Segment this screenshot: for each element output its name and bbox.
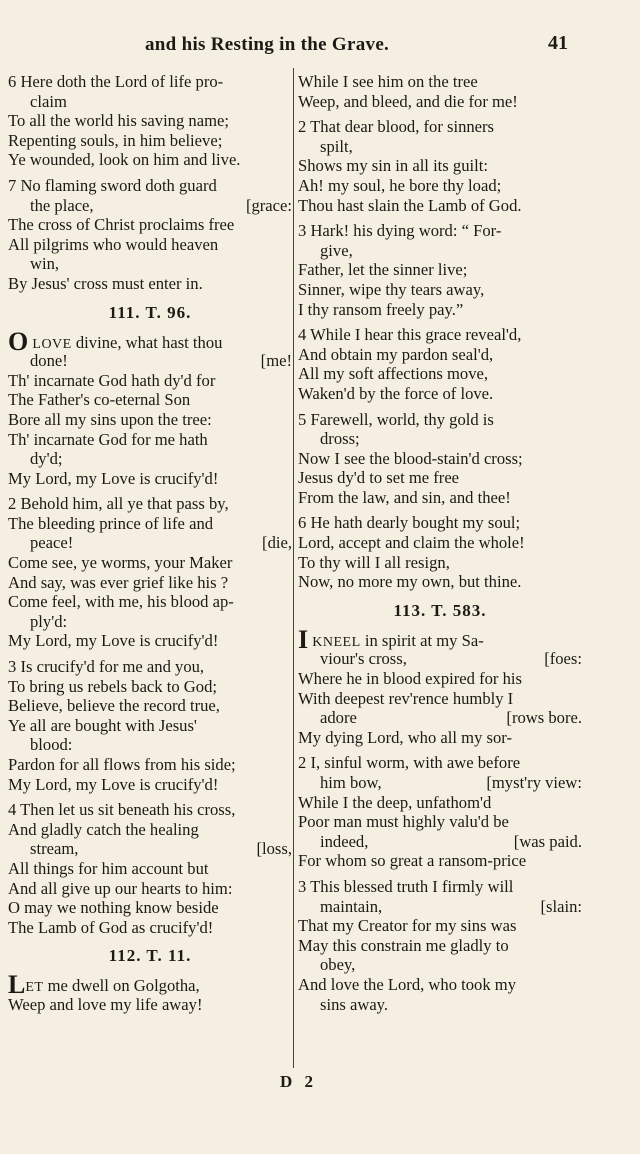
verse-line: Believe, believe the record true, xyxy=(8,696,220,716)
verse-line: To all the world his saving name; xyxy=(8,111,229,131)
verse-line-carry: [loss, xyxy=(256,839,292,859)
verse-line: 3 This blessed truth I firmly will xyxy=(298,876,514,896)
verse-line xyxy=(8,326,292,356)
verse-line: My dying Lord, who all my sor- xyxy=(298,727,512,747)
verse-line: 7 No flaming sword doth guard xyxy=(8,175,217,195)
verse-6 xyxy=(8,72,292,170)
small-caps-word: KNEEL xyxy=(312,634,361,650)
verse-line-text: him bow, xyxy=(320,773,382,792)
verse-line xyxy=(8,839,292,859)
verse-line: Thou hast slain the Lamb of God. xyxy=(298,195,522,215)
verse-line: All things for him account but xyxy=(8,858,209,878)
verse-line: While I the deep, unfathom'd xyxy=(298,792,492,812)
verse-line: Bore all my sins upon the tree: xyxy=(8,409,212,429)
verse-line: Jesus dy'd to set me free xyxy=(298,468,460,488)
verse-line-carry: [foes: xyxy=(544,649,582,669)
verse-line: Weep and love my life away! xyxy=(8,994,203,1014)
verse-line: 6 He hath dearly bought my soul; xyxy=(298,513,521,533)
verse-7 xyxy=(8,176,292,294)
verse-line-text: indeed, xyxy=(320,831,369,851)
verse-line-text: peace! xyxy=(30,533,74,553)
verse-line-carry: [myst'ry view: xyxy=(486,773,582,792)
verse-line: Repenting souls, in him believe; xyxy=(8,130,223,150)
verse-line: 4 Then let us sit beneath his cross, xyxy=(8,800,236,820)
verse-line xyxy=(8,196,292,216)
verse-line-text: the place, xyxy=(30,195,94,215)
hymn-112-verse-1 xyxy=(8,970,292,1014)
verse-line: From the law, and sin, and thee! xyxy=(298,487,511,507)
verse-line xyxy=(8,533,292,553)
verse-line: That my Creator for my sins was xyxy=(298,916,517,936)
verse-line-carry: [me! xyxy=(260,351,292,371)
verse-line xyxy=(298,773,582,793)
verse-line: claim xyxy=(30,91,67,111)
verse-line: To thy will I all resign, xyxy=(298,552,450,572)
verse-line: Now I see the blood-stain'd cross; xyxy=(298,448,523,468)
verse-line: Now, no more my own, but thine. xyxy=(298,572,522,592)
verse-line: Shows my sin in all its guilt: xyxy=(298,156,488,176)
verse-line-text: divine, what hast thou xyxy=(75,332,223,352)
hymn-111-verse-1 xyxy=(8,326,292,489)
verse-line-text: stream, xyxy=(30,839,79,859)
verse-line: 6 Here doth the Lord of life pro- xyxy=(8,72,224,91)
hymn-111-verse-3 xyxy=(8,657,292,794)
verse-line: Come feel, with me, his blood ap- xyxy=(8,592,234,612)
verse-line-text: me dwell on Golgotha, xyxy=(47,976,200,996)
verse-line-text: adore xyxy=(320,708,357,728)
verse-line: While I see him on the tree xyxy=(298,72,478,91)
verse-line: 2 That dear blood, for sinners xyxy=(298,117,495,137)
verse-line: Weep, and bleed, and die for me! xyxy=(298,91,518,111)
hymn-111-heading: 111. T. 96. xyxy=(108,302,192,322)
verse-line: Poor man must highly valu'd be xyxy=(298,812,509,832)
verse-line-text: maintain, xyxy=(320,896,383,916)
verse-line xyxy=(298,649,582,669)
right-column xyxy=(298,72,582,1014)
small-caps-word: ET xyxy=(25,980,44,996)
drop-cap: L xyxy=(8,970,26,1000)
verse-line: Pardon for all flows from his side; xyxy=(8,755,236,774)
verse-line-text: viour's cross, xyxy=(320,649,407,669)
hymn-112-verse-1-cont xyxy=(298,72,582,111)
verse-line-carry: [rows bore. xyxy=(506,708,582,728)
small-caps-word: LOVE xyxy=(32,336,72,352)
verse-line: My Lord, my Love is crucify'd! xyxy=(8,468,219,488)
hymn-112-verse-4 xyxy=(298,325,582,403)
verse-line: Ye all are bought with Jesus' xyxy=(8,715,197,735)
hymn-112-verse-2 xyxy=(298,117,582,215)
verse-line: The Father's co-eternal Son xyxy=(8,390,191,410)
running-title: and his Resting in the Grave. xyxy=(145,34,390,55)
verse-line: Waken'd by the force of love. xyxy=(298,383,494,403)
hymn-111-verse-2 xyxy=(8,494,292,651)
verse-line-text: in spirit at my Sa- xyxy=(364,630,484,650)
verse-line: win, xyxy=(30,254,60,274)
verse-line: ply'd: xyxy=(30,611,68,631)
verse-line: All my soft affections move, xyxy=(298,364,489,384)
verse-line: Come see, ye worms, your Maker xyxy=(8,553,233,573)
verse-line: And love the Lord, who took my xyxy=(298,974,516,994)
drop-cap: O xyxy=(8,326,29,356)
verse-line: 2 Behold him, all ye that pass by, xyxy=(8,494,229,514)
verse-line: O may we nothing know beside xyxy=(8,898,219,918)
verse-line: Lord, accept and claim the whole! xyxy=(298,533,525,553)
verse-line: All pilgrims who would heaven xyxy=(8,234,219,254)
verse-line: Where he in blood expired for his xyxy=(298,669,522,689)
verse-line: By Jesus' cross must enter in. xyxy=(8,273,203,293)
verse-line: Sinner, wipe thy tears away, xyxy=(298,279,485,299)
verse-line-carry: [die, xyxy=(262,533,292,553)
verse-line: And say, was ever grief like his ? xyxy=(8,572,229,592)
hymn-111-verse-4 xyxy=(8,800,292,937)
verse-line: To bring us rebels back to God; xyxy=(8,676,217,696)
hymn-112-verse-3 xyxy=(298,221,582,319)
verse-line: Ah! my soul, he bore thy load; xyxy=(298,175,502,195)
verse-line: The cross of Christ proclaims free xyxy=(8,215,235,235)
verse-line: 4 While I hear this grace reveal'd, xyxy=(298,325,522,345)
hymn-113-heading: 113. T. 583. xyxy=(393,600,487,620)
verse-line: May this constrain me gladly to xyxy=(298,935,509,955)
verse-line: And all give up our hearts to him: xyxy=(8,878,233,898)
hymn-112-verse-5 xyxy=(298,410,582,508)
verse-line: dross; xyxy=(320,429,360,449)
verse-line: Th' incarnate God for me hath xyxy=(8,429,208,449)
left-column xyxy=(8,72,292,1015)
verse-line-carry: [slain: xyxy=(540,896,582,916)
verse-line xyxy=(8,970,292,1000)
verse-line xyxy=(298,897,582,917)
verse-line xyxy=(298,624,582,654)
verse-line-text: done! xyxy=(30,351,68,371)
verse-line xyxy=(298,708,582,728)
verse-line: With deepest rev'rence humbly I xyxy=(298,688,514,708)
verse-line: The Lamb of God as crucify'd! xyxy=(8,917,214,937)
verse-line-carry: [was paid. xyxy=(513,831,582,851)
running-header xyxy=(0,30,640,60)
hymn-112-heading: 112. T. 11. xyxy=(108,946,192,966)
verse-line: give, xyxy=(320,240,353,260)
verse-line: blood: xyxy=(30,735,73,755)
verse-line: spilt, xyxy=(320,136,353,156)
verse-line xyxy=(298,832,582,852)
verse-line: My Lord, my Love is crucify'd! xyxy=(8,774,219,794)
hymn-112-verse-6 xyxy=(298,513,582,591)
page-number: 41 xyxy=(548,32,568,54)
verse-line: Father, let the sinner live; xyxy=(298,260,468,280)
verse-line: 3 Is crucify'd for me and you, xyxy=(8,657,205,677)
verse-line: And gladly catch the healing xyxy=(8,819,199,839)
verse-line: And obtain my pardon seal'd, xyxy=(298,344,494,364)
hymn-113-verse-3 xyxy=(298,877,582,1014)
verse-line: 5 Farewell, world, thy gold is xyxy=(298,409,494,429)
verse-line: obey, xyxy=(320,955,356,975)
verse-line: For whom so great a ransom-price xyxy=(298,851,527,871)
signature-mark: D 2 xyxy=(280,1072,318,1091)
verse-line: 2 I, sinful worm, with awe before xyxy=(298,753,521,773)
verse-line: dy'd; xyxy=(30,449,63,469)
verse-line: 3 Hark! his dying word: “ For- xyxy=(298,221,502,241)
hymn-113-verse-1 xyxy=(298,624,582,748)
verse-line: Ye wounded, look on him and live. xyxy=(8,150,241,170)
verse-line: My Lord, my Love is crucify'd! xyxy=(8,631,219,651)
verse-line: sins away. xyxy=(320,994,389,1014)
verse-line: Th' incarnate God hath dy'd for xyxy=(8,370,216,390)
drop-cap: I xyxy=(298,624,309,654)
column-rule xyxy=(293,68,294,1068)
verse-line xyxy=(8,351,292,371)
hymn-113-verse-2 xyxy=(298,753,582,871)
verse-line: I thy ransom freely pay.” xyxy=(298,299,464,319)
verse-line-carry: [grace: xyxy=(245,195,292,215)
verse-line: The bleeding prince of life and xyxy=(8,513,214,533)
